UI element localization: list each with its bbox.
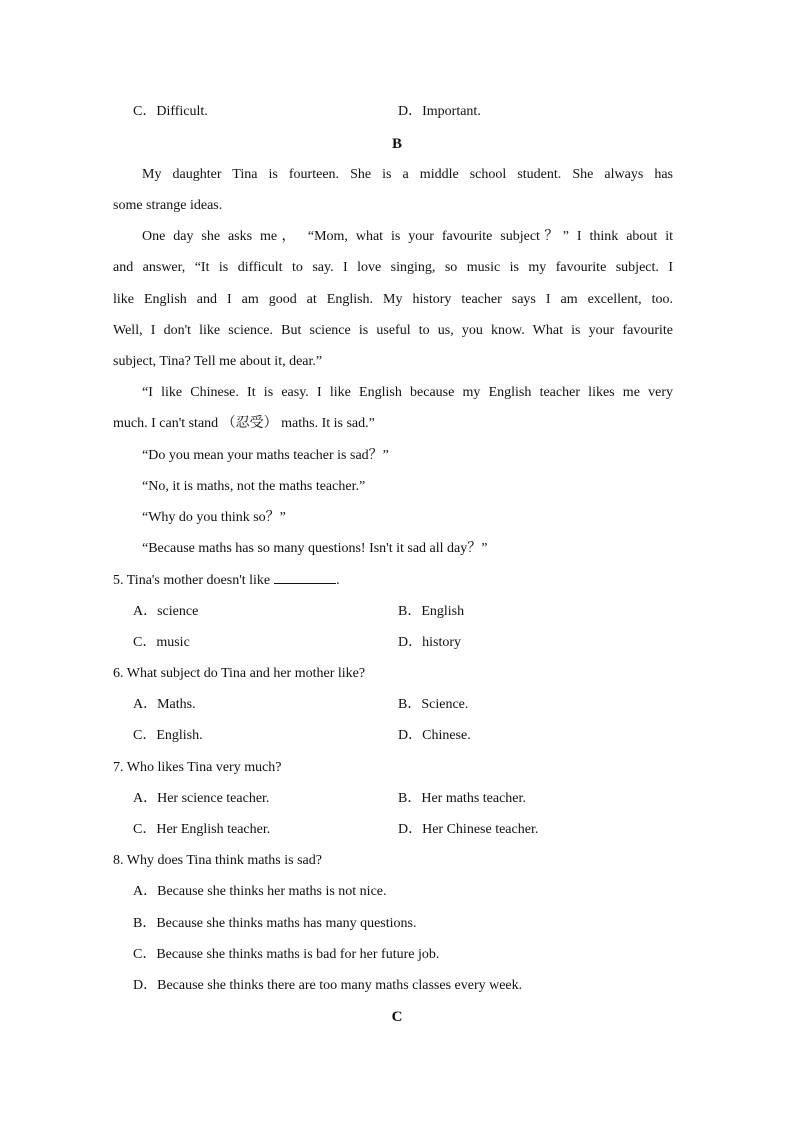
question-8: 8. Why does Tina think maths is sad? bbox=[113, 853, 322, 868]
question-7: 7. Who likes Tina very much? bbox=[113, 760, 282, 775]
q7-option-c: C．Her English teacher. bbox=[133, 822, 271, 837]
q6-option-b: B．Science. bbox=[398, 697, 469, 712]
question-5-trail: . bbox=[336, 573, 340, 588]
q8-option-a: A．Because she thinks her maths is not nice. bbox=[133, 884, 387, 899]
passage-line-3: One day she asks me， “Mom, what is your favourite subject？” I think about it bbox=[142, 229, 673, 244]
passage-line-13: “Because maths has so many questions! Isn't it sad all day？” bbox=[142, 541, 488, 556]
q8-option-b: B．Because she thinks maths has many questions. bbox=[133, 916, 417, 931]
passage-line-6: Well, I don't like science. But science is useful to us, you know. What is your favourite bbox=[113, 323, 673, 338]
q7-option-d: D．Her Chinese teacher. bbox=[398, 822, 539, 837]
passage-line-2: some strange ideas. bbox=[113, 198, 223, 213]
passage-line-8: “I like Chinese. It is easy. I like English because my English teacher likes me very bbox=[142, 385, 673, 400]
passage-line-9: much. I can't stand （忍受） maths. It is sad.” bbox=[113, 416, 375, 431]
q5-option-d: D．history bbox=[398, 635, 461, 650]
passage-line-11: “No, it is maths, not the maths teacher.” bbox=[142, 479, 366, 494]
q6-option-d: D．Chinese. bbox=[398, 728, 471, 743]
answer-blank bbox=[274, 571, 336, 584]
q5-option-a: A．science bbox=[133, 604, 199, 619]
passage-line-10: “Do you mean your maths teacher is sad？” bbox=[142, 448, 389, 463]
passage-line-7: subject, Tina? Tell me about it, dear.” bbox=[113, 354, 323, 369]
question-5-text: 5. Tina's mother doesn't like bbox=[113, 573, 271, 588]
prev-option-c: C．Difficult. bbox=[133, 104, 208, 119]
question-5 bbox=[113, 571, 340, 590]
q5-option-b: B．English bbox=[398, 604, 465, 619]
passage-line-12: “Why do you think so？” bbox=[142, 510, 286, 525]
passage-line-5: like English and I am good at English. My history teacher says I am excellent, too. bbox=[113, 292, 673, 307]
q5-option-c: C．music bbox=[133, 635, 190, 650]
q8-option-c: C．Because she thinks maths is bad for her future job. bbox=[133, 947, 440, 962]
prev-option-d: D．Important. bbox=[398, 104, 481, 119]
section-b-heading: B bbox=[391, 136, 402, 152]
q6-option-a: A．Maths. bbox=[133, 697, 196, 712]
q7-option-b: B．Her maths teacher. bbox=[398, 791, 526, 806]
section-c-heading: C bbox=[391, 1009, 403, 1025]
question-6: 6. What subject do Tina and her mother like? bbox=[113, 666, 366, 681]
q8-option-d: D．Because she thinks there are too many maths classes every week. bbox=[133, 978, 523, 993]
q6-option-c: C．English. bbox=[133, 728, 203, 743]
q7-option-a: A．Her science teacher. bbox=[133, 791, 270, 806]
passage-line-1: My daughter Tina is fourteen. She is a middle school student. She always has bbox=[142, 167, 673, 182]
passage-line-4: and answer, “It is difficult to say. I love singing, so music is my favourite subject. I bbox=[113, 260, 673, 275]
